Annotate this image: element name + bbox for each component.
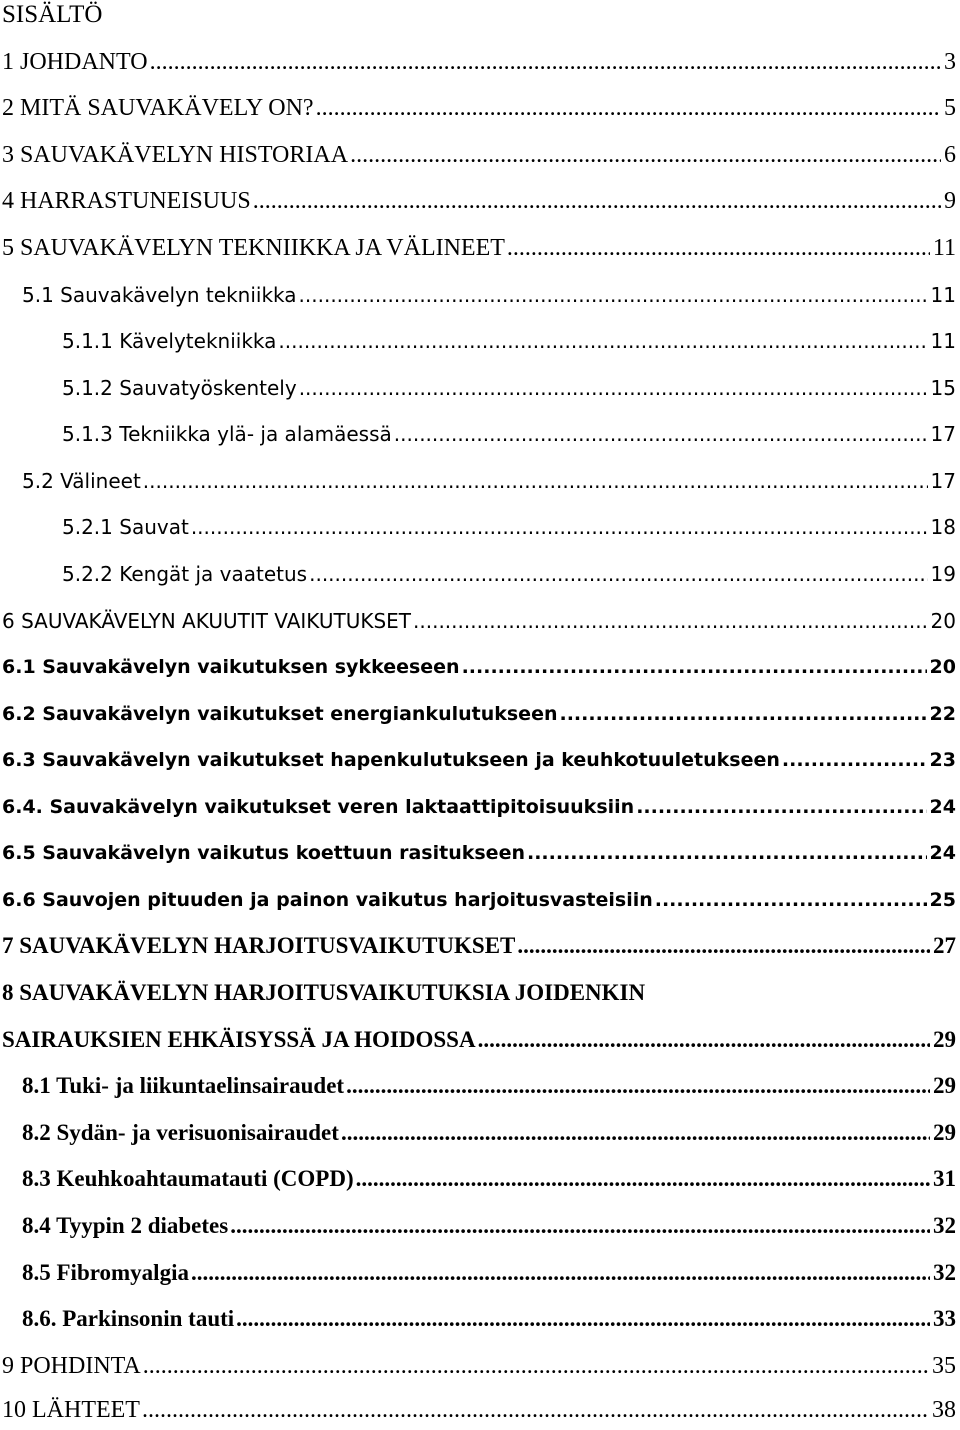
toc-entry-label: 6.2 Sauvakävelyn vaikutukset energiankulutukseen	[2, 703, 558, 725]
toc-entry-label: 8.5 Fibromyalgia	[22, 1260, 189, 1285]
dot-leader	[316, 88, 941, 128]
dot-leader	[782, 740, 927, 780]
toc-entry-8[interactable]	[2, 1020, 956, 1060]
toc-entry-label: 10 LÄHTEET	[2, 1397, 140, 1423]
toc-entry-label: SAIRAUKSIEN EHKÄISYSSÄ JA HOIDOSSA	[2, 1027, 476, 1052]
toc-entry-label: 5.1 Sauvakävelyn tekniikka	[22, 283, 297, 307]
toc-entry-page: 27	[933, 933, 956, 958]
toc-entry-label: 8.6. Parkinsonin tauti	[22, 1306, 235, 1331]
toc-entry-page: 29	[933, 1073, 956, 1098]
toc-entry-label: 5.2.1 Sauvat	[62, 515, 189, 539]
toc-entry-label: 3 SAUVAKÄVELYN HISTORIAA	[2, 142, 349, 168]
toc-entry-page: 17	[930, 469, 956, 493]
toc-entry-label: 5.1.1 Kävelytekniikka	[62, 329, 277, 353]
toc-entry-page: 31	[933, 1166, 956, 1191]
dot-leader	[655, 880, 927, 920]
toc-entry-3[interactable]	[2, 135, 956, 175]
toc-heading: SISÄLTÖ	[2, 1, 103, 28]
toc-entry-label: 6.6 Sauvojen pituuden ja painon vaikutus harjoitusvasteisiin	[2, 889, 653, 911]
toc-entry-label: 5 SAUVAKÄVELYN TEKNIIKKA JA VÄLINEET	[2, 235, 505, 261]
toc-entry-6-1[interactable]	[2, 647, 956, 687]
toc-entry-page: 18	[930, 515, 956, 539]
dot-leader	[517, 926, 930, 966]
toc-entry-9[interactable]	[2, 1346, 956, 1386]
toc-entry-page: 23	[929, 749, 956, 771]
toc-entry-label: 6.1 Sauvakävelyn vaikutuksen sykkeeseen	[2, 656, 460, 678]
toc-entry-6[interactable]	[2, 601, 956, 641]
dot-leader	[636, 787, 926, 827]
dot-leader	[478, 1020, 930, 1060]
toc-entry-label: 6.3 Sauvakävelyn vaikutukset hapenkulutukseen ja keuhkotuuletukseen	[2, 749, 780, 771]
toc-entry-6-5[interactable]	[2, 833, 956, 873]
toc-entry-6-2[interactable]	[2, 694, 956, 734]
dot-leader	[299, 368, 928, 408]
dot-leader	[309, 554, 927, 594]
toc-entry-5-1-3[interactable]	[62, 414, 956, 454]
dot-leader	[236, 1299, 930, 1339]
toc-entry-label: 5.1.2 Sauvatyöskentely	[62, 376, 297, 400]
toc-entry-page: 24	[929, 796, 956, 818]
toc-entry-page: 11	[932, 235, 956, 261]
toc-entry-label: 5.1.3 Tekniikka ylä- ja alamäessä	[62, 422, 392, 446]
dot-leader	[253, 181, 941, 221]
toc-entry-page: 3	[944, 49, 956, 75]
dot-leader	[346, 1066, 930, 1106]
toc-entry-label: 9 POHDINTA	[2, 1353, 141, 1379]
dot-leader	[462, 647, 927, 687]
toc-entry-label: 2 MITÄ SAUVAKÄVELY ON?	[2, 95, 314, 121]
toc-entry-page: 29	[933, 1120, 956, 1145]
toc-entry-8-3[interactable]	[22, 1159, 956, 1199]
toc-entry-page: 22	[929, 703, 956, 725]
toc-entry-page: 33	[933, 1306, 956, 1331]
toc-entry-page: 6	[944, 142, 956, 168]
toc-entry-label: 5.2 Välineet	[22, 469, 141, 493]
toc-entry-label: 8.2 Sydän- ja verisuonisairaudet	[22, 1120, 339, 1145]
toc-entry-page: 32	[933, 1213, 956, 1238]
toc-entry-1[interactable]	[2, 42, 956, 82]
dot-leader	[527, 833, 927, 873]
dot-leader	[230, 1206, 930, 1246]
toc-entry-6-3[interactable]	[2, 740, 956, 780]
toc-entry-label: 8.3 Keuhkoahtaumatauti (COPD)	[22, 1166, 354, 1191]
dot-leader	[191, 507, 928, 547]
dot-leader	[394, 414, 928, 454]
toc-entry-page: 25	[929, 889, 956, 911]
toc-entry-8-4[interactable]	[22, 1206, 956, 1246]
toc-entry-5-1[interactable]	[22, 275, 956, 315]
toc-entry-5-1-1[interactable]	[62, 321, 956, 361]
toc-entry-6-4[interactable]	[2, 787, 956, 827]
dot-leader	[299, 275, 928, 315]
dot-leader	[143, 461, 928, 501]
toc-entry-page: 17	[930, 422, 956, 446]
dot-leader	[191, 1253, 930, 1293]
toc-entry-8-2[interactable]	[22, 1113, 956, 1153]
toc-entry-page: 15	[930, 376, 956, 400]
toc-entry-page: 9	[944, 188, 956, 214]
toc-entry-page: 20	[929, 656, 956, 678]
toc-entry-2[interactable]	[2, 88, 956, 128]
toc-entry-page: 24	[929, 842, 956, 864]
toc-entry-page: 38	[932, 1397, 956, 1423]
dot-leader	[150, 42, 941, 82]
toc-entry-6-6[interactable]	[2, 880, 956, 920]
toc-entry-label: 4 HARRASTUNEISUUS	[2, 188, 251, 214]
toc-entry-page: 5	[944, 95, 956, 121]
toc-entry-4[interactable]	[2, 181, 956, 221]
dot-leader	[142, 1390, 929, 1430]
toc-entry-5-1-2[interactable]	[62, 368, 956, 408]
toc-entry-page: 11	[930, 329, 956, 353]
toc-entry-7[interactable]	[2, 926, 956, 966]
dot-leader	[559, 694, 926, 734]
toc-entry-5[interactable]	[2, 228, 956, 268]
toc-entry-8-6[interactable]	[22, 1299, 956, 1339]
dot-leader	[143, 1346, 929, 1386]
dot-leader	[350, 135, 941, 175]
toc-entry-label: 8.1 Tuki- ja liikuntaelinsairaudet	[22, 1073, 345, 1098]
toc-entry-page: 29	[933, 1027, 956, 1052]
toc-entry-5-2-1[interactable]	[62, 507, 956, 547]
toc-entry-label: 7 SAUVAKÄVELYN HARJOITUSVAIKUTUKSET	[2, 933, 516, 958]
toc-entry-label: 6.5 Sauvakävelyn vaikutus koettuun rasitukseen	[2, 842, 525, 864]
toc-entry-page: 35	[932, 1353, 956, 1379]
dot-leader	[341, 1113, 930, 1153]
toc-entry-label: 8 SAUVAKÄVELYN HARJOITUSVAIKUTUKSIA JOIDENKIN	[2, 980, 646, 1005]
toc-entry-8-5[interactable]	[22, 1253, 956, 1293]
dot-leader	[507, 228, 930, 268]
toc-entry-label: 6 SAUVAKÄVELYN AKUUTIT VAIKUTUKSET	[2, 609, 412, 633]
dot-leader	[356, 1159, 930, 1199]
toc-entry-5-2[interactable]	[22, 461, 956, 501]
dot-leader	[413, 601, 928, 641]
toc-entry-label: 1 JOHDANTO	[2, 49, 148, 75]
toc-entry-page: 19	[930, 562, 956, 586]
toc-entry-label: 6.4. Sauvakävelyn vaikutukset veren laktaattipitoisuuksiin	[2, 796, 635, 818]
dot-leader	[278, 321, 927, 361]
toc-entry-page: 11	[930, 283, 956, 307]
toc-entry-page: 32	[933, 1260, 956, 1285]
toc-entry-label: 8.4 Tyypin 2 diabetes	[22, 1213, 229, 1238]
toc-entry-page: 20	[930, 609, 956, 633]
toc-entry-8-1[interactable]	[22, 1066, 956, 1106]
toc-entry-label: 5.2.2 Kengät ja vaatetus	[62, 562, 308, 586]
toc-entry-10[interactable]	[2, 1390, 956, 1430]
toc-entry-5-2-2[interactable]	[62, 554, 956, 594]
toc-entry-8-line-1[interactable]	[2, 973, 645, 1013]
